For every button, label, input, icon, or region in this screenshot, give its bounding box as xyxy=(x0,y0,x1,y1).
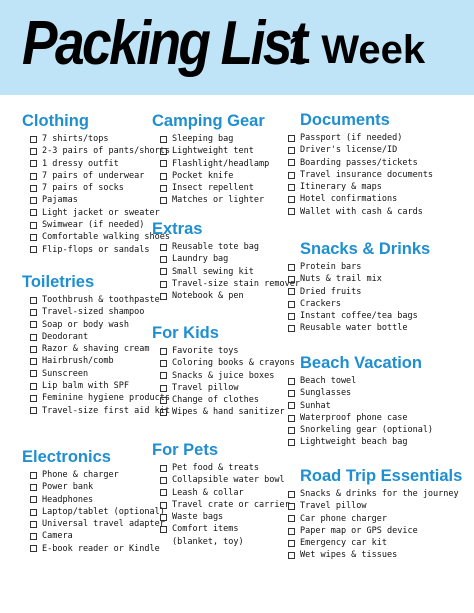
checklist-item xyxy=(280,298,430,310)
section-clothing xyxy=(22,111,170,256)
item-label: Power bank xyxy=(42,482,94,493)
checkbox[interactable] xyxy=(30,407,37,414)
checkbox[interactable] xyxy=(30,297,37,304)
checklist-item xyxy=(22,231,170,243)
checklist-item-continuation xyxy=(152,536,290,548)
section-title: Extras xyxy=(152,220,203,238)
checkbox[interactable] xyxy=(160,293,167,300)
checklist-item xyxy=(152,462,290,474)
item-label: Hotel confirmations xyxy=(300,194,398,205)
item-label: Hairbrush/comb xyxy=(42,356,114,367)
checklist-item xyxy=(22,207,170,219)
item-label: Travel pillow xyxy=(300,501,367,512)
item-label: Dried fruits xyxy=(300,286,362,297)
item-label: Feminine hygiene products xyxy=(42,393,170,404)
checkbox[interactable] xyxy=(30,472,37,479)
checkbox[interactable] xyxy=(160,409,167,416)
checklist-item xyxy=(22,518,165,530)
page-title: Packing List xyxy=(22,9,306,78)
checkbox[interactable] xyxy=(288,439,295,446)
checklist-item xyxy=(280,310,430,322)
checklist xyxy=(280,375,433,449)
item-label: Phone & charger xyxy=(42,470,119,480)
item-label: Flashlight/headlamp xyxy=(172,158,270,169)
checklist-item xyxy=(152,133,269,145)
checkbox[interactable] xyxy=(30,395,37,402)
checklist-item xyxy=(280,537,462,549)
checklist-item xyxy=(22,294,170,306)
item-label: Light jacket or sweater xyxy=(42,207,160,218)
checkbox[interactable] xyxy=(288,264,295,271)
item-label: Nuts & trail mix xyxy=(300,274,382,285)
item-label: Sleeping bag xyxy=(172,134,234,144)
checklist-item xyxy=(22,392,170,404)
checklist-item xyxy=(152,194,269,206)
checklist-item xyxy=(22,331,170,343)
checklist xyxy=(22,294,170,417)
checkbox[interactable] xyxy=(160,502,167,509)
section-title: Electronics xyxy=(22,448,111,466)
checkbox[interactable] xyxy=(160,360,167,367)
checkbox[interactable] xyxy=(160,526,167,533)
checklist-item xyxy=(152,382,295,394)
checklist-item xyxy=(22,219,170,231)
item-label: E-book reader or Kindle xyxy=(42,543,160,554)
checklist-item xyxy=(22,343,170,355)
item-label: Flip-flops or sandals xyxy=(42,244,150,255)
checklist-item xyxy=(22,506,165,518)
item-label: Itinerary & maps xyxy=(300,182,382,193)
checklist-item xyxy=(22,182,170,194)
checklist-item xyxy=(280,400,433,412)
checkbox[interactable] xyxy=(288,135,295,142)
checklist-item xyxy=(152,290,300,302)
item-label: Instant coffee/tea bags xyxy=(300,311,418,322)
checklist-item xyxy=(280,322,430,334)
checkbox[interactable] xyxy=(288,276,295,283)
checklist-item xyxy=(152,266,300,278)
checklist-item xyxy=(22,306,170,318)
checkbox[interactable] xyxy=(30,334,37,341)
checklist-item xyxy=(280,436,433,448)
checkbox[interactable] xyxy=(30,346,37,353)
checklist-item xyxy=(152,474,290,486)
section-title: Beach Vacation xyxy=(300,354,422,372)
checkbox[interactable] xyxy=(160,397,167,404)
item-label: Deodorant xyxy=(42,331,89,342)
section-snacks-drinks xyxy=(280,239,430,335)
section-camping-gear xyxy=(152,111,269,207)
item-label: Comfort items xyxy=(172,524,239,535)
item-label: Waterproof phone case xyxy=(300,412,408,423)
checklist-item xyxy=(22,368,170,380)
item-label: Reusable water bottle xyxy=(300,323,408,334)
checkbox[interactable] xyxy=(288,325,295,332)
checklist-item xyxy=(280,412,433,424)
checkbox[interactable] xyxy=(288,552,295,559)
section-for-pets xyxy=(152,440,290,548)
item-label: Travel crate or carrier xyxy=(172,499,290,510)
item-label: Crackers xyxy=(300,298,341,309)
checkbox[interactable] xyxy=(160,477,167,484)
item-label: Razor & shaving cream xyxy=(42,344,150,355)
checkbox[interactable] xyxy=(288,390,295,397)
checklist-item xyxy=(280,375,433,387)
checkbox[interactable] xyxy=(30,321,37,328)
checkbox[interactable] xyxy=(160,268,167,275)
checklist-item xyxy=(280,181,433,193)
checklist-item xyxy=(22,494,165,506)
checklist-item xyxy=(22,481,165,493)
checklist-item xyxy=(22,319,170,331)
checkbox[interactable] xyxy=(30,197,37,204)
checklist-item xyxy=(280,193,433,205)
checklist-item xyxy=(152,370,295,382)
item-label: Universal travel adapter xyxy=(42,519,165,530)
checklist-item xyxy=(22,133,170,145)
checkbox[interactable] xyxy=(30,521,37,528)
item-label: Snacks & drinks for the journey xyxy=(300,489,459,499)
checklist-item xyxy=(152,394,295,406)
section-road-trip xyxy=(280,466,462,562)
checklist xyxy=(152,345,295,419)
checkbox[interactable] xyxy=(288,147,295,154)
checkbox[interactable] xyxy=(30,358,37,365)
checkbox[interactable] xyxy=(160,372,167,379)
checkbox[interactable] xyxy=(160,489,167,496)
checklist-item xyxy=(152,241,300,253)
item-label: Small sewing kit xyxy=(172,266,254,277)
checklist-item xyxy=(152,253,300,265)
item-label: 7 shirts/tops xyxy=(42,134,109,144)
checklist-item xyxy=(152,523,290,535)
section-title: Camping Gear xyxy=(152,112,265,130)
item-label: Laundry bag xyxy=(172,254,229,265)
checkbox[interactable] xyxy=(288,301,295,308)
checkbox[interactable] xyxy=(160,148,167,155)
checklist-item xyxy=(152,345,295,357)
checkbox[interactable] xyxy=(160,385,167,392)
item-label: Travel-size stain remover xyxy=(172,278,300,289)
section-title: For Pets xyxy=(152,441,219,459)
checklist-item xyxy=(152,511,290,523)
checkbox[interactable] xyxy=(288,415,295,422)
checklist-item xyxy=(280,424,433,436)
checklist-item xyxy=(280,144,433,156)
item-label: Leash & collar xyxy=(172,487,244,498)
item-label: Reusable tote bag xyxy=(172,242,259,252)
item-label: Lip balm with SPF xyxy=(42,381,129,392)
item-label: Soap or body wash xyxy=(42,319,129,330)
item-label: Notebook & pen xyxy=(172,291,244,302)
item-label: Car phone charger xyxy=(300,513,387,524)
section-electronics xyxy=(22,447,165,555)
checklist-item xyxy=(152,158,269,170)
checklist-item xyxy=(22,355,170,367)
checkbox[interactable] xyxy=(30,370,37,377)
checkbox[interactable] xyxy=(30,234,37,241)
item-label: Wet wipes & tissues xyxy=(300,550,398,561)
item-label: Collapsible water bowl xyxy=(172,475,285,486)
item-label: Snorkeling gear (optional) xyxy=(300,425,434,436)
checklist-item xyxy=(280,513,462,525)
checkbox[interactable] xyxy=(30,209,37,216)
checkbox[interactable] xyxy=(30,496,37,503)
item-label: 7 pairs of socks xyxy=(42,183,124,194)
checklist xyxy=(280,261,430,335)
checklist-item xyxy=(280,286,430,298)
section-beach-vacation xyxy=(280,353,433,449)
checkbox[interactable] xyxy=(30,246,37,253)
checkbox[interactable] xyxy=(30,173,37,180)
item-label: Camera xyxy=(42,531,73,542)
item-label: Snacks & juice boxes xyxy=(172,370,275,381)
checklist-item xyxy=(152,499,290,511)
item-label: Lightweight tent xyxy=(172,146,254,157)
item-label: Sunhat xyxy=(300,400,331,411)
checklist-item xyxy=(280,525,462,537)
checklist-item xyxy=(22,543,165,555)
checkbox[interactable] xyxy=(288,503,295,510)
item-label: Favorite toys xyxy=(172,346,239,356)
checkbox[interactable] xyxy=(160,514,167,521)
item-label: Headphones xyxy=(42,494,94,505)
checklist-item xyxy=(152,182,269,194)
checkbox[interactable] xyxy=(288,172,295,179)
checklist xyxy=(22,469,165,555)
checklist xyxy=(22,133,170,256)
checkbox[interactable] xyxy=(160,197,167,204)
checkbox[interactable] xyxy=(30,148,37,155)
item-label: Paper map or GPS device xyxy=(300,525,418,536)
checkbox[interactable] xyxy=(288,378,295,385)
checkbox[interactable] xyxy=(288,196,295,203)
checkbox[interactable] xyxy=(30,509,37,516)
section-title: Documents xyxy=(300,111,390,129)
item-label: Travel-sized shampoo xyxy=(42,307,145,318)
checkbox[interactable] xyxy=(160,160,167,167)
item-label: 7 pairs of underwear xyxy=(42,170,145,181)
checkbox[interactable] xyxy=(288,208,295,215)
checkbox[interactable] xyxy=(160,281,167,288)
checklist-item xyxy=(280,132,433,144)
item-label: Pajamas xyxy=(42,195,78,206)
section-title: Clothing xyxy=(22,112,89,130)
checkbox[interactable] xyxy=(288,313,295,320)
checklist-item xyxy=(22,244,170,256)
section-title: For Kids xyxy=(152,324,219,342)
checklist-item xyxy=(152,170,269,182)
checkbox[interactable] xyxy=(30,222,37,229)
checklist-item xyxy=(280,261,430,273)
checklist-item xyxy=(152,145,269,157)
item-label: Travel pillow xyxy=(172,382,239,393)
item-label: Coloring books & crayons xyxy=(172,358,295,369)
section-extras xyxy=(152,219,300,302)
checkbox[interactable] xyxy=(288,159,295,166)
checklist xyxy=(152,133,269,207)
checkbox[interactable] xyxy=(160,348,167,355)
checklist xyxy=(152,241,300,302)
checkbox[interactable] xyxy=(288,184,295,191)
section-documents xyxy=(280,110,433,218)
checklist-item xyxy=(22,145,170,157)
item-label: Waste bags xyxy=(172,512,224,523)
header-banner xyxy=(0,0,474,95)
item-label: Boarding passes/tickets xyxy=(300,157,418,168)
checkbox[interactable] xyxy=(30,160,37,167)
checklist-item xyxy=(280,206,433,218)
item-label: 1 dressy outfit xyxy=(42,158,119,169)
checklist-item xyxy=(152,406,295,418)
section-title: Toiletries xyxy=(22,273,95,291)
checklist-item xyxy=(22,530,165,542)
section-toiletries xyxy=(22,272,170,417)
checklist-item xyxy=(280,157,433,169)
checklist-item xyxy=(280,387,433,399)
checklist-item xyxy=(280,488,462,500)
checkbox[interactable] xyxy=(160,465,167,472)
checklist-item xyxy=(280,169,433,181)
item-label: Travel insurance documents xyxy=(300,169,434,180)
item-label: Emergency car kit xyxy=(300,538,387,549)
item-label: Sunscreen xyxy=(42,368,89,379)
item-label: Pet food & treats xyxy=(172,463,259,473)
checkbox[interactable] xyxy=(288,288,295,295)
item-label: Lightweight beach bag xyxy=(300,437,408,448)
checkbox[interactable] xyxy=(288,515,295,522)
checklist-item xyxy=(22,405,170,417)
checklist-item xyxy=(280,549,462,561)
checklist-item xyxy=(152,278,300,290)
item-label: Matches or lighter xyxy=(172,195,265,206)
item-label: Insect repellent xyxy=(172,183,254,194)
checkbox[interactable] xyxy=(160,185,167,192)
section-for-kids xyxy=(152,323,295,419)
checkbox[interactable] xyxy=(160,136,167,143)
item-label: (blanket, toy) xyxy=(172,536,244,547)
item-label: Passport (if needed) xyxy=(300,133,403,143)
checklist-item xyxy=(22,170,170,182)
item-label: Toothbrush & toothpaste xyxy=(42,295,160,305)
checkbox[interactable] xyxy=(30,309,37,316)
checkbox[interactable] xyxy=(288,540,295,547)
section-title: Snacks & Drinks xyxy=(300,240,431,258)
checkbox[interactable] xyxy=(160,244,167,251)
item-label: Swimwear (if needed) xyxy=(42,220,145,231)
section-title: Road Trip Essentials xyxy=(300,467,463,485)
checklist xyxy=(152,462,290,548)
checkbox[interactable] xyxy=(288,491,295,498)
item-label: Pocket knife xyxy=(172,170,234,181)
item-label: Beach towel xyxy=(300,376,357,386)
item-label: Protein bars xyxy=(300,262,362,272)
checklist-item xyxy=(152,357,295,369)
checklist-item xyxy=(280,500,462,512)
item-label: Driver's license/ID xyxy=(300,145,398,156)
checkbox[interactable] xyxy=(160,256,167,263)
checkbox[interactable] xyxy=(30,383,37,390)
checkbox[interactable] xyxy=(30,136,37,143)
item-label: Wallet with cash & cards xyxy=(300,206,423,217)
checkbox[interactable] xyxy=(288,427,295,434)
item-label: 2-3 pairs of pants/shorts xyxy=(42,146,170,157)
page-subtitle: 1 Week xyxy=(288,28,426,72)
item-label: Sunglasses xyxy=(300,388,352,399)
checkbox[interactable] xyxy=(160,173,167,180)
item-label: Wipes & hand sanitizer xyxy=(172,407,285,418)
item-label: Travel-size first aid kit xyxy=(42,405,170,416)
checklist xyxy=(280,488,462,562)
checklist-item xyxy=(152,487,290,499)
item-label: Laptop/tablet (optional) xyxy=(42,506,165,517)
checkbox[interactable] xyxy=(30,545,37,552)
checklist-item xyxy=(22,194,170,206)
checklist-item xyxy=(280,273,430,285)
item-label: Change of clothes xyxy=(172,395,259,406)
checkbox[interactable] xyxy=(288,528,295,535)
checkbox[interactable] xyxy=(288,402,295,409)
item-label: Comfortable walking shoes xyxy=(42,232,170,243)
checklist xyxy=(280,132,433,218)
checklist-item xyxy=(22,469,165,481)
checklist-item xyxy=(22,158,170,170)
checkbox[interactable] xyxy=(30,185,37,192)
checkbox[interactable] xyxy=(30,533,37,540)
checklist-item xyxy=(22,380,170,392)
checkbox[interactable] xyxy=(30,484,37,491)
